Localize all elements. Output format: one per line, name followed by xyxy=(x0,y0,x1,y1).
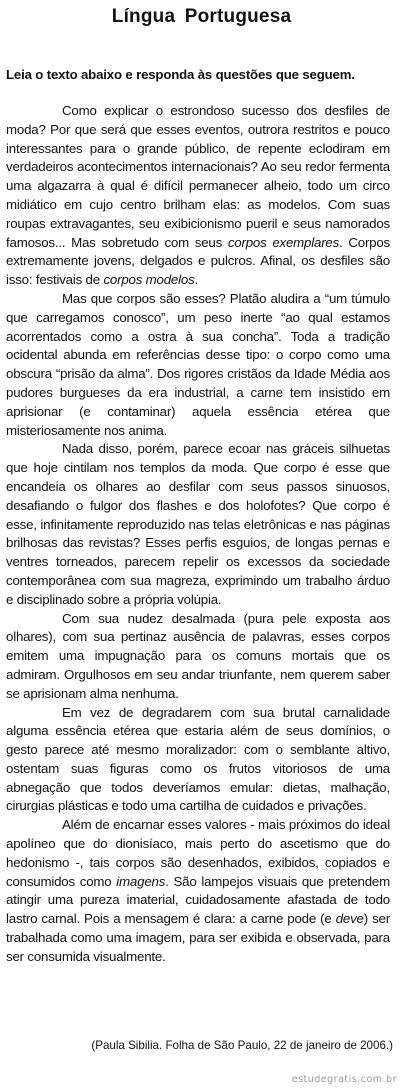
italic-phrase: corpos modelos xyxy=(103,272,195,288)
italic-phrase: deve xyxy=(335,911,364,927)
text-run: . Corpos extremamente jovens, delgados e pulcros. Afinal, os desfiles são isso: festivais de xyxy=(6,234,391,288)
text-run: . São lampejos visuais que pretendem atingir uma pureza imaterial, cuidadosamente afastada de todo lastro carnal. Pois a mensagem é clara: a carne pode (e xyxy=(6,873,390,927)
text-paragraph xyxy=(6,610,390,704)
subject-title: Língua Portuguesa xyxy=(111,6,292,27)
italic-phrase: corpos exemplares xyxy=(227,234,340,250)
text-run: Com sua nudez desalmada (pura pele exposta aos olhares), com sua pertinaz ausência de palavras, esses corpos emitem uma impugnação para os comuns mortais que os admiram. Orgulhosos em seu andar triunfante, nem querem saber se aprisionam alma nenhuma. xyxy=(6,610,390,701)
source-citation: (Paula Sibilia. Folha de São Paulo, 22 de janeiro de 2006.) xyxy=(91,1039,393,1052)
text-run: Além de encarnar esses valores - mais próximos do ideal apolíneo que do dionisíaco, mais perto do ascetismo que do hedonismo -, tais corpos são desenhados, exibidos, copiados e consumidos como xyxy=(6,817,390,889)
italic-phrase: imagens xyxy=(116,873,166,889)
text-run: Em vez de degradarem com sua brutal carnalidade alguma essência etérea que estaria além de seus domínios, o gesto parece até mesmo moralizador: com o semblante altivo, ostentam suas figuras como os frutos vitoriosos de uma abnegação que todos deveríamos emular: dietas, malhação, cirurgias plásticas e todo uma cartilha de cuidados e privações. xyxy=(6,704,390,814)
reading-instruction: Leia o texto abaixo e responda às questões que seguem. xyxy=(6,67,355,82)
text-run: Nada disso, porém, parece ecoar nas gráceis silhuetas que hoje cintilam nos templos da moda. Que corpo é esse que encandeia os olhares ao desfilar com seus passos sinuosos, desafiando o fulgor dos flashes e dos holofotes? Que corpo é esse, infinitamente reproduzido nas telas eletrônicas e nas páginas brilhosas das revistas? Esses perfis esguios, de longas pernas e ventres torneados, parecem repelir os excessos da sociedade contemporânea com sua magreza, exprimindo um trabalho árduo e disciplinado sobre a própria volúpia. xyxy=(6,441,390,607)
text-paragraph xyxy=(6,816,390,966)
text-run: . xyxy=(194,272,199,288)
text-paragraph xyxy=(6,102,390,290)
text-run: ) ser trabalhada como uma imagem, para ser exibida e observada, para ser consumida visualmente. xyxy=(6,911,390,964)
site-watermark: estudegratis.com.br xyxy=(291,1074,397,1085)
text-run: Como explicar o estrondoso sucesso dos desfiles de moda? Por que será que esses eventos, outrora restritos e pouco interessantes para o grande público, de repente eclodiram em verdadeiros acontecimentos internacionais? Ao seu redor fermenta uma algazarra à qual é difícil permanecer alheio, todo um circo midiático em cujo centro brilham elas: as modelos. Com suas roupas extravagantes, seu exibicionismo pueril e seus namorados famosos... Mas sobretudo com seus xyxy=(6,103,390,250)
text-paragraph xyxy=(6,440,390,609)
text-paragraph xyxy=(6,704,390,817)
text-run: Mas que corpos são esses? Platão aludira a “um túmulo que carregamos conosco”, um peso inerte “ao qual estamos acorrentados como a ostra à sua concha”. Toda a tradição ocidental abunda em referências desse tipo: o corpo como uma obscura “prisão da alma”. Dos rigores cristãos da Idade Média aos pudores burgueses da era industrial, a carne tem insistido em aprisionar (e contaminar) aquela essência etérea que misteriosamente nos anima. xyxy=(6,290,390,438)
reading-text xyxy=(6,102,390,967)
text-paragraph xyxy=(6,290,390,440)
